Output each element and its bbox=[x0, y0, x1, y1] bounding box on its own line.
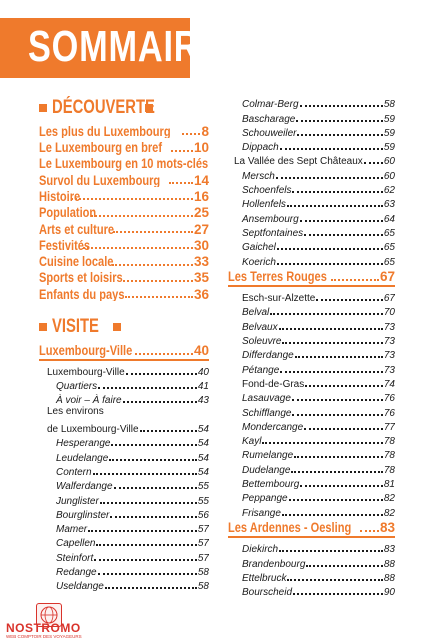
toc-entry[interactable]: Schoenfels 62 bbox=[242, 185, 395, 197]
toc-entry[interactable]: Bettembourg 81 bbox=[242, 479, 395, 491]
toc-entry[interactable]: Diekirch 83 bbox=[242, 544, 395, 556]
toc-entry[interactable]: Quartiers 41 bbox=[56, 381, 209, 393]
toc-entry[interactable]: Population 25 bbox=[39, 205, 209, 220]
toc-entry[interactable]: Enfants du pays 36 bbox=[39, 286, 209, 302]
toc-entry[interactable]: Rumelange 78 bbox=[242, 450, 395, 462]
toc-entry[interactable]: Septfontaines 65 bbox=[242, 227, 395, 239]
section-heading-visite: VISITE bbox=[39, 313, 209, 341]
toc-entry[interactable]: Useldange 58 bbox=[56, 581, 209, 593]
toc-entry[interactable]: Steinfort 57 bbox=[56, 552, 209, 564]
toc-entry[interactable]: Ansembourg 64 bbox=[242, 213, 395, 225]
toc-entry[interactable]: Koerich 65 bbox=[242, 256, 395, 268]
toc-entry[interactable]: Survol du Luxembourg 14 bbox=[39, 172, 209, 188]
toc-entry-region[interactable]: Les Terres Rouges 67 bbox=[228, 269, 395, 284]
toc-left-column bbox=[39, 94, 209, 592]
title-banner bbox=[0, 18, 223, 78]
toc-entry[interactable]: Schifflange 76 bbox=[242, 407, 395, 419]
toc-entry[interactable]: Lasauvage 76 bbox=[242, 393, 395, 405]
square-bullet-icon bbox=[39, 323, 47, 331]
toc-entry[interactable]: Mondercange 77 bbox=[242, 421, 395, 433]
toc-entry[interactable]: Cuisine locale 33 bbox=[39, 254, 209, 269]
toc-entry[interactable]: Histoire 16 bbox=[39, 188, 209, 204]
toc-entry[interactable]: Leudelange 54 bbox=[56, 452, 209, 464]
section-divider bbox=[39, 359, 209, 361]
toc-entry[interactable]: Hesperange 54 bbox=[56, 438, 209, 450]
toc-entry[interactable]: Ettelbruck 88 bbox=[242, 572, 395, 584]
toc-entry[interactable]: Bourscheid 90 bbox=[242, 587, 395, 599]
square-bullet-icon bbox=[39, 104, 47, 112]
decouverte-list bbox=[39, 122, 209, 301]
toc-entry[interactable]: Brandenbourg 88 bbox=[242, 558, 395, 570]
section-divider bbox=[228, 285, 395, 287]
toc-entry-city[interactable]: Luxembourg-Ville 40 bbox=[39, 343, 209, 358]
toc-entry[interactable]: Belvaux 73 bbox=[242, 321, 395, 333]
toc-entry[interactable]: Hollenfels 63 bbox=[242, 199, 395, 211]
toc-entry[interactable]: Mersch 60 bbox=[242, 170, 395, 182]
toc-entry[interactable]: Differdange 73 bbox=[242, 350, 395, 362]
toc-entry[interactable]: Pétange 73 bbox=[242, 364, 395, 376]
page-title: SOMMAIRE bbox=[28, 22, 223, 71]
nostromo-logo bbox=[2, 603, 94, 641]
toc-entry[interactable]: Festivités 30 bbox=[39, 237, 209, 253]
toc-entry[interactable]: Kayl 78 bbox=[242, 436, 395, 448]
toc-entry[interactable]: Belval 70 bbox=[242, 307, 395, 319]
section-divider bbox=[228, 536, 395, 538]
toc-entry[interactable]: Walferdange 55 bbox=[56, 481, 209, 493]
toc-entry[interactable]: Esch-sur-Alzette 67 bbox=[242, 293, 395, 305]
toc-entry[interactable]: Fond-de-Gras 74 bbox=[242, 378, 395, 390]
toc-entry[interactable]: Junglister 55 bbox=[56, 495, 209, 507]
toc-entry[interactable]: La Vallée des Sept Châteaux 60 bbox=[234, 156, 395, 168]
toc-subheading: Les environs bbox=[47, 406, 104, 418]
toc-entry-region[interactable]: Les Ardennes - Oesling 83 bbox=[228, 520, 395, 535]
toc-entry[interactable]: Frisange 82 bbox=[242, 507, 395, 519]
toc-entry[interactable]: Mamer 57 bbox=[56, 524, 209, 536]
toc-entry[interactable]: Redange 58 bbox=[56, 567, 209, 579]
toc-entry[interactable]: Sports et loisirs 35 bbox=[39, 270, 209, 285]
toc-entry[interactable]: Colmar-Berg 58 bbox=[242, 99, 395, 111]
visite-list bbox=[39, 341, 209, 592]
toc-entry[interactable]: Bourglinster 56 bbox=[56, 509, 209, 521]
toc-entry[interactable]: Soleuvre 73 bbox=[242, 336, 395, 348]
section-heading-decouverte: DÉCOUVERTE bbox=[39, 94, 209, 122]
toc-entry[interactable]: Schouweiler 59 bbox=[242, 127, 395, 139]
toc-entry[interactable]: Les plus du Luxembourg 8 bbox=[39, 123, 209, 139]
toc-entry[interactable]: Bascharage 59 bbox=[242, 113, 395, 125]
toc-entry[interactable]: Le Luxembourg en bref 10 bbox=[39, 140, 209, 155]
toc-entry[interactable]: Gaichel 65 bbox=[242, 242, 395, 254]
toc-entry[interactable]: Le Luxembourg en 10 mots-clés bbox=[39, 156, 209, 171]
toc-entry[interactable]: Peppange 82 bbox=[242, 493, 395, 505]
toc-entry[interactable]: Capellen 57 bbox=[56, 538, 209, 550]
toc-entry[interactable]: À voir – À faire 43 bbox=[56, 395, 209, 407]
toc-entry[interactable]: Dippach 59 bbox=[242, 142, 395, 154]
toc-entry[interactable]: Dudelange 78 bbox=[242, 464, 395, 476]
logo-tagline: WEB COMPTOIR DES VOYAGEURS bbox=[6, 634, 82, 639]
toc-entry[interactable]: de Luxembourg-Ville 54 bbox=[47, 424, 209, 436]
logo-name: NOSTROMO bbox=[6, 621, 81, 635]
square-bullet-icon bbox=[113, 323, 121, 331]
toc-entry[interactable]: Luxembourg-Ville 40 bbox=[47, 366, 209, 378]
toc-entry[interactable]: Arts et culture 27 bbox=[39, 221, 209, 237]
toc-entry[interactable]: Contern 54 bbox=[56, 466, 209, 478]
toc-right-column bbox=[228, 96, 395, 598]
